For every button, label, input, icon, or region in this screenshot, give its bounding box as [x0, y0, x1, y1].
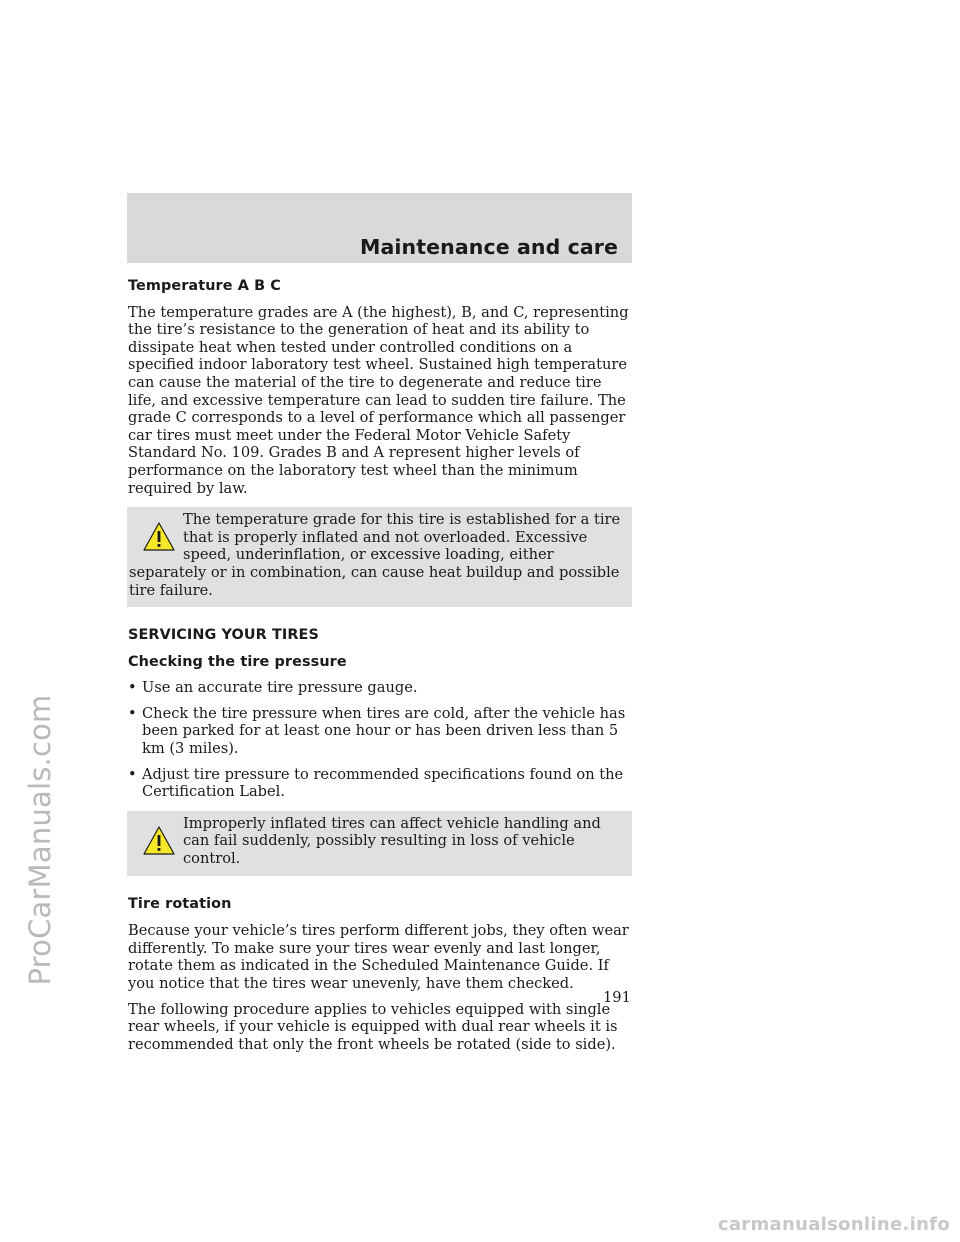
servicing-heading: SERVICING YOUR TIRES — [128, 627, 319, 644]
bullet-mark: • — [128, 765, 137, 783]
list-item-text: Use an accurate tire pressure gauge. — [142, 679, 418, 697]
warning-box-temperature — [127, 507, 632, 607]
list-item — [128, 705, 634, 758]
bullet-mark: • — [128, 679, 137, 697]
pressure-list — [128, 679, 634, 801]
rotation-paragraph-2: The following procedure applies to vehicles equipped with single rear wheels, if your vehicle is equipped with dual rear wheels it is recommended that only the front wheels be rotated (side to side). — [128, 1000, 618, 1053]
side-watermark — [0, 0, 60, 1242]
section-header-band — [127, 193, 632, 263]
warning-box-inflation — [127, 811, 632, 876]
bottom-watermark: carmanualsonline.info — [717, 1214, 950, 1235]
warning-text-inflation: Improperly inflated tires can affect vehicle handling and can fail suddenly, possibly resulting in loss of vehicle control. — [183, 814, 601, 868]
rotation-paragraph-1: Because your vehicle’s tires perform different jobs, they often wear differently. To make sure your tires wear evenly and last longer, rotate them as indicated in the Scheduled Maintenance Guide. If you notice that the tires wear unevenly, have them checked. — [128, 922, 629, 992]
page-number: 191 — [603, 989, 631, 1006]
warning-triangle-icon — [141, 823, 177, 859]
bullet-mark: • — [128, 704, 137, 722]
list-item — [128, 679, 634, 697]
rotation-heading: Tire rotation — [128, 895, 232, 912]
pressure-heading: Checking the tire pressure — [128, 653, 347, 670]
warning-text-temperature: The temperature grade for this tire is established for a tire that is properly inflated and not overloaded. Excessive speed, underinflation, or excessive loading, either separately or in combination, can cause heat buildup and possible tire failure. — [129, 511, 621, 599]
list-item — [128, 766, 634, 801]
list-item-text: Check the tire pressure when tires are cold, after the vehicle has been parked for at least one hour or has been driven less than 5 km (3 miles). — [142, 704, 626, 758]
side-watermark-text: ProCarManuals.com — [23, 694, 57, 986]
temperature-paragraph: The temperature grades are A (the highest), B, and C, representing the tire’s resistance to the generation of heat and its ability to dissipate heat when tested under controlled conditions on a specified indoor laboratory test wheel. Sustained high temperature can cause the material of the tire to degenerate and reduce tire life, and excessive temperature can lead to sudden tire failure. The grade C corresponds to a level of performance which all passenger car tires must meet under the Federal Motor Vehicle Safety Standard No. 109. Grades B and A represent higher levels of performance on the laboratory test wheel than the minimum required by law. — [128, 303, 629, 497]
page-content — [128, 278, 634, 1061]
section-title: Maintenance and care — [359, 235, 618, 259]
list-item-text: Adjust tire pressure to recommended specifications found on the Certification Label. — [142, 765, 624, 801]
temperature-heading: Temperature A B C — [128, 278, 281, 294]
warning-triangle-icon — [141, 519, 177, 555]
